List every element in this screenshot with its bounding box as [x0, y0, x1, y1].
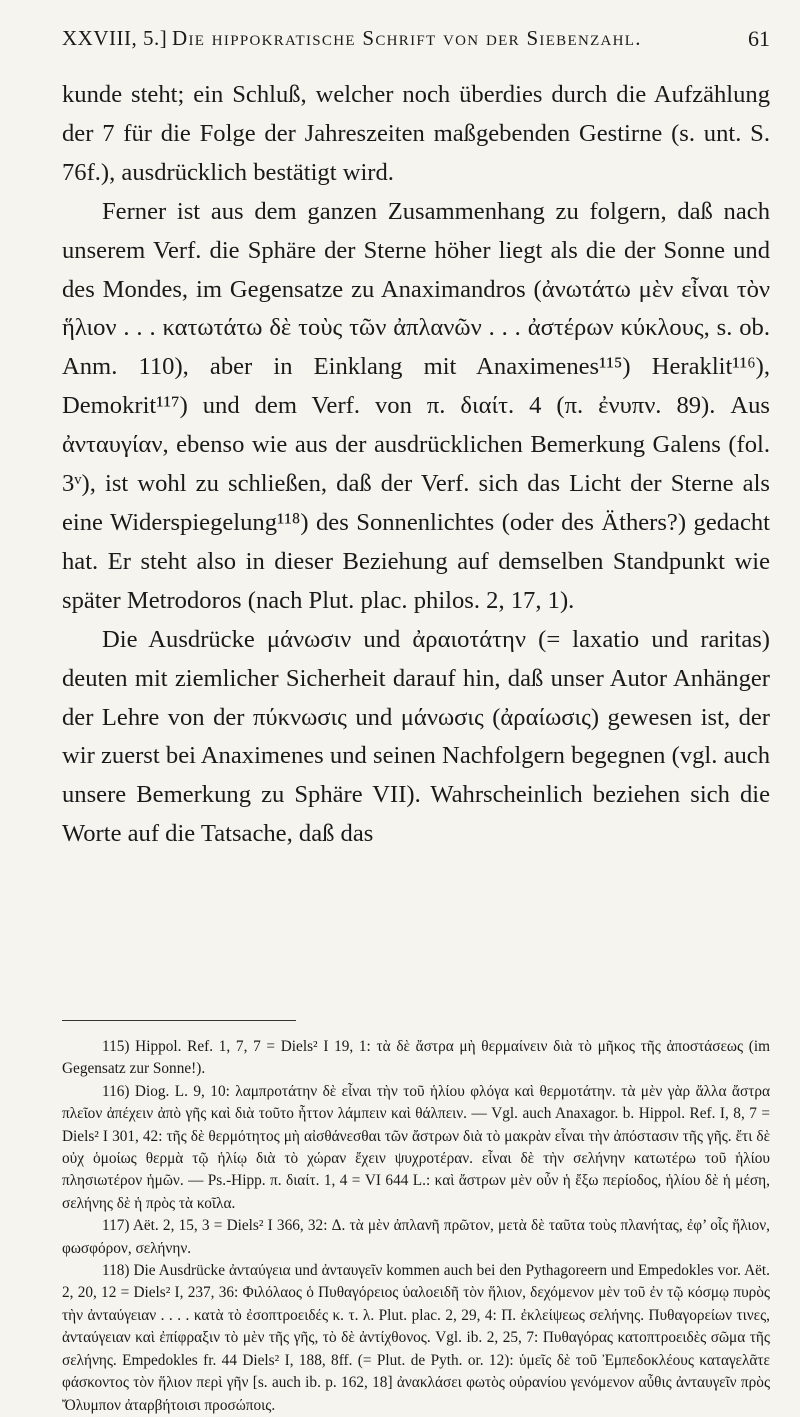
- footnote-117: 117) Aët. 2, 15, 3 = Diels² I 366, 32: Δ. τὰ μὲν ἀπλανῆ πρῶτον, μετὰ δὲ ταῦτα τοὺς πλανήτας, ἐφ’ οἷς ἥλιον, φωσφόρον, σελήνην.: [62, 1217, 770, 1257]
- footnotes: [62, 1036, 770, 1417]
- section-reference: XXVIII, 5.]: [62, 26, 168, 50]
- page-number: 61: [748, 26, 770, 51]
- footnote-divider: [62, 1020, 296, 1021]
- footnote-116: 116) Diog. L. 9, 10: λαμπροτάτην δὲ εἶναι τὴν τοῦ ἡλίου φλόγα καὶ θερμοτάτην. τὰ μὲν γὰρ ἄλλα ἄστρα πλεῖον ἀπέχειν ἀπὸ γῆς καὶ διὰ τοῦτο ἧττον λάμπειν καὶ θάλπειν. — Vgl. auch Anaxagor. b. Hippol. Ref. I, 8, 7 = Diels² I 301, 42: τῆς δὲ θερμότητος μὴ αἰσθάνεσθαι τῶν ἄστρων διὰ τὸ μακρὰν εἶναι τὴν ἀπόστασιν τῆς γῆς. ἔτι δὲ οὐχ ὁμοίως θερμὰ τῷ ἡλίῳ διὰ τὸ χώραν ἔχειν ψυχροτέραν. εἶναι δὲ τὴν σελήνην κατωτέρω τοῦ ἡλίου πλησιωτέρον ἡμῶν. — Ps.-Hipp. π. διαίτ. 1, 4 = VI 644 L.: καὶ ἄστρων μὲν οὖν ἡ ἔξω περίοδος, ἡλίου δὲ ἡ μέση, σελήνης δὲ ἡ πρὸς τὰ κοῖλα.: [62, 1082, 770, 1212]
- footnote-115: 115) Hippol. Ref. 1, 7, 7 = Diels² I 19, 1: τὰ δὲ ἄστρα μὴ θερμαίνειν διὰ τὸ μῆκος τῆς ἀποστάσεως (im Gegensatz zur Sonne!).: [62, 1038, 770, 1078]
- main-text: [62, 76, 770, 854]
- paragraph: Die Ausdrücke μάνωσιν und ἀραιοτάτην (= laxatio und raritas) deuten mit ziemlicher Sicherheit darauf hin, daß unser Autor Anhänger der Lehre von der πύκνωσις und μάνωσις (ἀραίωσις) gewesen ist, der wir zuerst bei Anaximenes und seinen Nachfolgern begegnen (vgl. auch unsere Bemerkung zu Sphäre VII). Wahrscheinlich beziehen sich die Worte auf die Tatsache, daß das: [62, 625, 770, 848]
- running-title: Die hippokratische Schrift von der Siebenzahl.: [172, 26, 642, 50]
- paragraph: kunde steht; ein Schluß, welcher noch überdies durch die Aufzählung der 7 für die Folge der Jahreszeiten maßgebenden Gestirne (s. unt. S. 76f.), ausdrücklich bestätigt wird.: [62, 81, 770, 186]
- footnote-118: 118) Die Ausdrücke ἀνταύγεια und ἀνταυγεῖν kommen auch bei den Pythagoreern und Empedokles vor. Aët. 2, 20, 12 = Diels² I, 237, 36: Φιλόλαος ὁ Πυθαγόρειος ὑαλοειδῆ τὸν ἥλιον, δεχόμενον μὲν τοῦ ἐν τῷ κόσμῳ πυρὸς τὴν ἀνταύγειαν . . . . κατὰ τὸ ἐσοπτροειδές κ. τ. λ. Plut. plac. 2, 29, 4: Π. ἐκλείψεως σελήνης. Πυθαγορείων τινες, ἀνταύγειαν καὶ ἐπίφραξιν τὸ μὲν τῆς γῆς, τὸ δὲ ἀντίχθονος. Vgl. ib. 2, 25, 7: Πυθαγόρας κατοπτροειδὲς σῶμα τῆς σελήνης. Empedokles fr. 44 Diels² I, 188, 8ff. (= Plut. de Pyth. or. 12): ὑμεῖς δὲ τοῦ Ἐμπεδοκλέους καταγελᾶτε φάσκοντος τὸν ἥλιον περὶ γῆν [s. auch ib. p. 162, 18] ἀνακλάσει φωτὸς οὐρανίου γενόμενον αὖθις ἀνταυγεῖν πρὸς Ὄλυμπον ἀταρβήτοισι προσώποις.: [62, 1262, 770, 1414]
- paragraph: Ferner ist aus dem ganzen Zusammenhang zu folgern, daß nach unserem Verf. die Sphäre der Sterne höher liegt als die der Sonne und des Mondes, im Gegensatze zu Anaximandros (ἀνωτάτω μὲν εἶναι τὸν ἥλιον . . . κατωτάτω δὲ τοὺς τῶν ἀπλανῶν . . . ἀστέρων κύκλους, s. ob. Anm. 110), aber in Einklang mit Anaximenes¹¹⁵) Heraklit¹¹⁶), Demokrit¹¹⁷) und dem Verf. von π. διαίτ. 4 (π. ἐνυπν. 89). Aus ἀνταυγίαν, ebenso wie aus der ausdrücklichen Bemerkung Galens (fol. 3ᵛ), ist wohl zu schließen, daß der Verf. sich das Licht der Sterne als eine Widerspiegelung¹¹⁸) des Sonnenlichtes (oder des Äthers?) gedacht hat. Er steht also in dieser Beziehung auf demselben Standpunkt wie später Metrodoros (nach Plut. plac. philos. 2, 17, 1).: [62, 197, 770, 614]
- running-header: [62, 26, 770, 66]
